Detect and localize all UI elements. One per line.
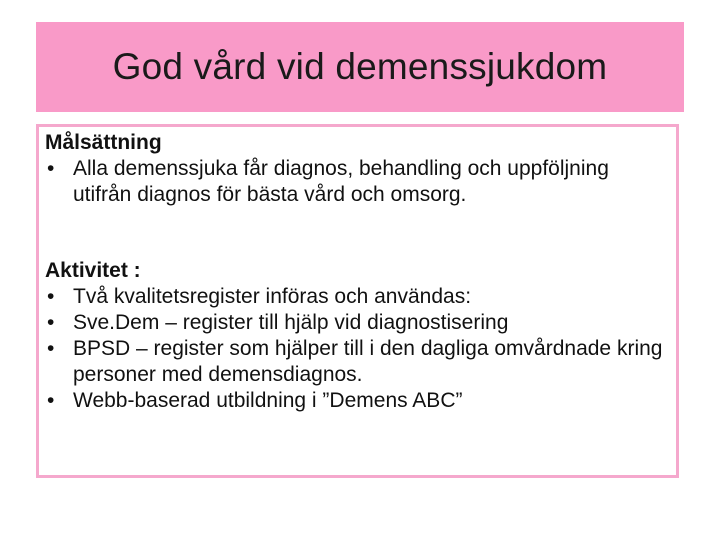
bullet-icon: •	[47, 389, 55, 412]
page-title: God vård vid demenssjukdom	[112, 46, 608, 87]
bullet-text: Webb-baserad utbildning i ”Demens ABC”	[73, 389, 463, 412]
bullet-text: Sve.Dem – register till hjälp vid diagnostisering	[73, 311, 509, 334]
section-spacer	[45, 208, 670, 258]
bullet-list	[45, 284, 670, 414]
list-item	[45, 336, 670, 388]
list-item	[45, 156, 670, 208]
content-box	[36, 124, 679, 478]
section-heading: Aktivitet :	[45, 259, 141, 282]
bullet-text: Två kvalitetsregister införas och användas:	[73, 285, 472, 308]
list-item	[45, 310, 670, 336]
section-heading: Målsättning	[45, 131, 162, 154]
section-aktivitet	[45, 258, 670, 414]
bullet-list	[45, 156, 670, 208]
bullet-icon: •	[47, 311, 55, 334]
title-bar	[36, 22, 684, 112]
list-item	[45, 284, 670, 310]
list-item	[45, 388, 670, 414]
bullet-icon: •	[47, 157, 55, 180]
bullet-icon: •	[47, 337, 55, 360]
bullet-text: Alla demenssjuka får diagnos, behandling och uppföljning utifrån diagnos för bästa vård och omsorg.	[73, 157, 609, 206]
bullet-text: BPSD – register som hjälper till i den dagliga omvårdnade kring personer med demensdiagnos.	[73, 337, 663, 386]
section-malsattning	[45, 130, 670, 208]
bullet-icon: •	[47, 285, 55, 308]
